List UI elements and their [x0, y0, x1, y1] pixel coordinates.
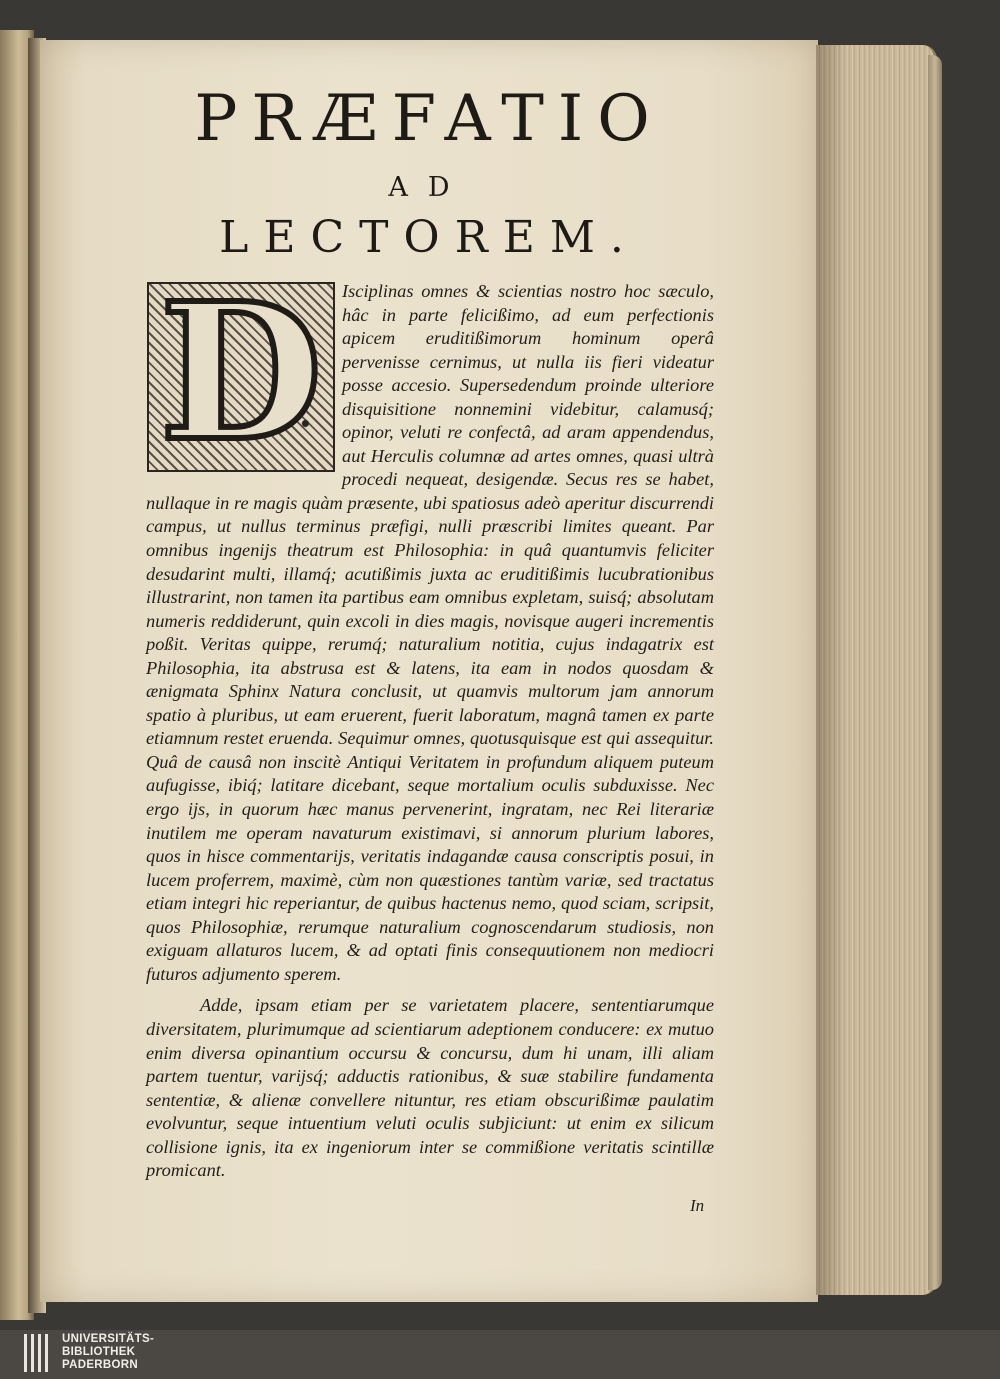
library-name-line-2: BIBLIOTHEK — [62, 1346, 136, 1358]
catchword: In — [690, 1196, 705, 1215]
page-edge-shadow — [816, 45, 846, 1295]
decorated-initial — [147, 262, 335, 483]
library-name-line-1: UNIVERSITÄTS- — [62, 1333, 155, 1345]
library-name — [62, 1333, 154, 1372]
book-cover-edge — [928, 55, 942, 1290]
library-logo-icon — [24, 1334, 54, 1372]
page-title: PRÆFATIO — [194, 82, 664, 156]
title-ad: AD — [388, 172, 470, 203]
title-lectorem: LECTOREM. — [219, 212, 639, 263]
paragraph-2: Adde, ipsam etiam per se varietatem placere, sententiarumque diversitatem, plurimumque ad scientiarum adeptionem conducere: ex mutuo enim diversa opinantium occursu & concursu, dum hi unam, illi aliam partem tuentur, varijsq́; adductis rationibus, & suæ stabilire fundamenta sententiæ, & alienæ convellere nituntur, res etiam obscurißimæ paulatim evolvuntur, seque intuentium veluti oculis subjiciunt: ut enim ex silicum collisione ignis, ita ex ingeniorum inter se commißione veritatis scintillæ promicant. — [146, 995, 714, 1181]
initial-letter: D — [159, 262, 323, 483]
library-name-line-3: PADERBORN — [62, 1359, 138, 1371]
paragraph-1: Isciplinas omnes & scientias nostro hoc sæculo, hâc in parte felicißimo, ad eum perfectionis apicem eruditißimorum hominum operâ pervenisse cernimus, ut nulla iis fieri videatur posse accesio. Supersedendum proinde ulteriore disquisitione nonnemini videbitur, calamusq́; opinor, veluti re confectâ, ad aram appendendus, aut Herculis columnæ ad artes omnes, quasi ultrà procedi nequeat, desigendæ. Secus res se habet, nullaque in re magis quàm præsente, ubi spatiosus adeò aperitur discurrendi campus, ut nullus terminus præfigi, nulli præscribi limites queant. Par omnibus ingenijs theatrum est Philosophia: in quâ quantumvis feliciter desudarint multi, illamq́; acutißimis juxta ac eruditißimis lucubrationibus illustrarint, non tamen ita partibus eam omnibus expletam, suisq́; absolutam numeris reddiderunt, quin excoli in dies magis, novisque augeri incrementis poßit. Veritas quippe, rerumq́; naturalium notitia, cujus indagatrix est Philosophia, ita abstrusa est & latens, ita eam in nodos quosdam & ænigmata Sphinx Natura conclusit, ut quamvis multorum jam annorum spatio à pluribus, ut eam eruerent, fuerit laboratum, magnâ tamen ex parte etiamnum restet eruenda. Sequimur omnes, quotusquisque est qui assequitur. Quâ de causâ non inscitè Antiqui Veritatem in profundum aliquem puteum aufugisse, ibiq́; latitare dicebant, seque mortalium oculis subduxisse. Nec ergo ijs, in quorum hæc manus pervenerint, ingratam, nec Rei literariæ inutilem me operam navaturum existimavi, si annorum plurium labores, quos in hisce commentarijs, veritatis indagandæ causa conscriptis posui, in lucem proferrem, maximè, cùm non quæstiones tantùm variæ, sed tractatus etiam integri hic reperiantur, de quibus hactenus nemo, quod sciam, scripsit, quos Philosophiæ, rerumque naturalium cognoscendarum studiosis, non exiguam allaturos lucem, & ad optati finis consequutionem non mediocri futuros adjumento sperem. — [146, 281, 714, 984]
